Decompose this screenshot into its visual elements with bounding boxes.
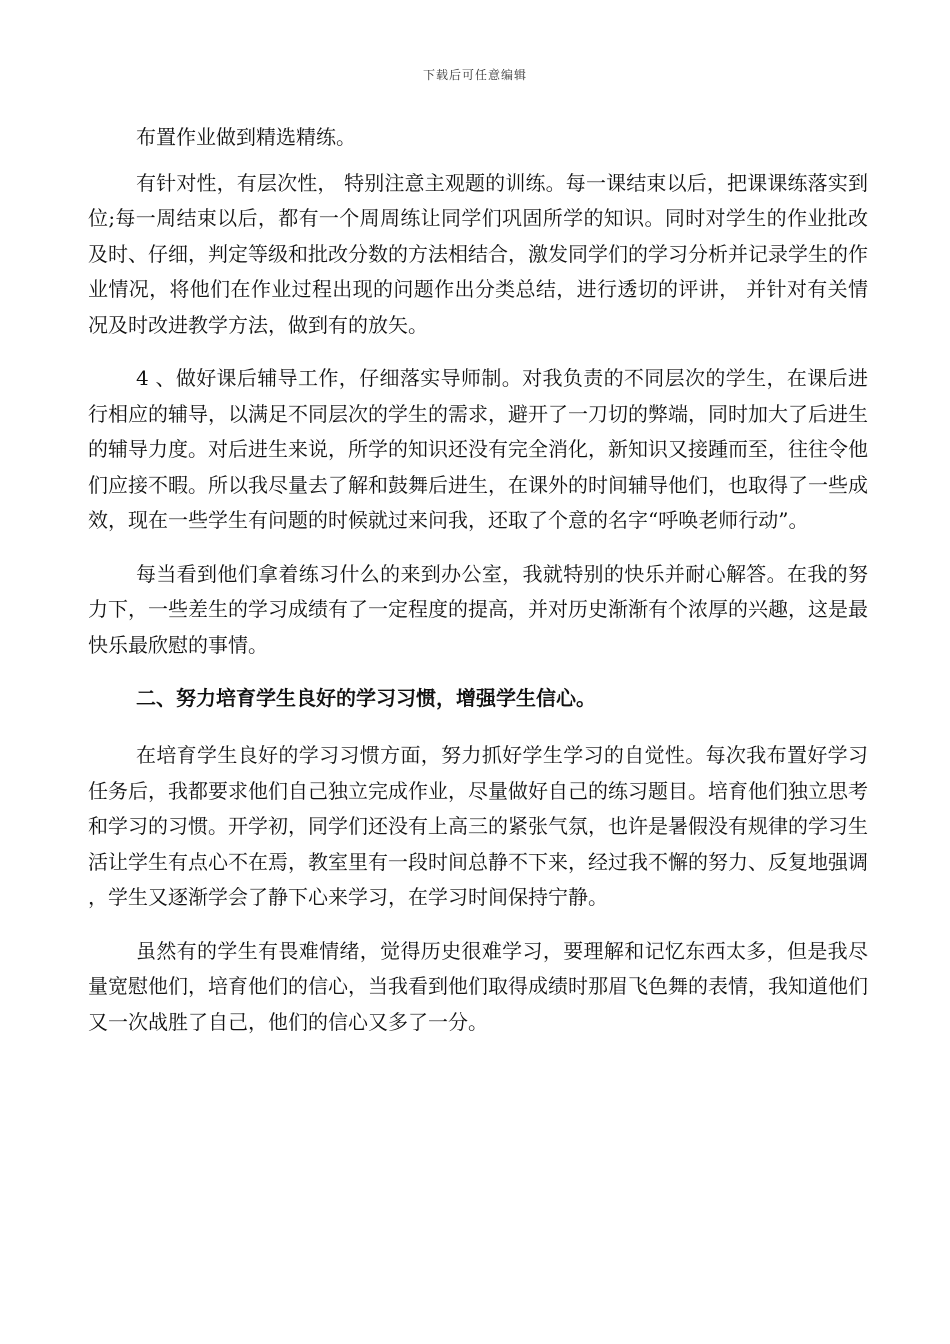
page-header: 下载后可任意编辑 — [422, 68, 527, 82]
paragraph-practice: 有针对性，有层次性， 特别注意主观题的训练。每一课结束以后，把课课练落实到位;每一周结束以后，都有一个周周练让同学们巩固所学的知识。同时对学生的作业批改及时、仔细，判定等级和批改分数的方法相结合，激发同学们的学习分析并记录学生的作业情况，将他们在作业过程出现的问题作出分类总结，进行透切的评讲， 并针对有关情况及时改进教学方法，做到有的放矢。 — [88, 170, 868, 337]
paragraph-homework: 布置作业做到精选精练。 — [136, 125, 356, 149]
document-body — [88, 120, 868, 1040]
paragraph-study-habits: 在培育学生良好的学习习惯方面，努力抓好学生学习的自觉性。每次我布置好学习任务后，我都要求他们自己独立完成作业，尽量做好自己的练习题目。培育他们独立思考和学习的习惯。开学初，同学们还没有上高三的紧张气氛，也许是暑假没有规律的学习生活让学生有点心不在焉，教室里有一段时间总静不下来，经过我不懈的努力、反复地强调 ，学生又逐渐学会了静下心来学习，在学习时间保持宁静。 — [88, 743, 868, 909]
paragraph-tutoring: 4 、做好课后辅导工作，仔细落实导师制。对我负责的不同层次的学生，在课后进行相应的辅导，以满足不同层次的学生的需求，避开了一刀切的弊端，同时加大了后进生的辅导力度。对后进生来说，所学的知识还没有完全消化，新知识又接踵而至，往往令他们应接不暇。所以我尽量去了解和鼓舞后进生，在课外的时间辅导他们，也取得了一些成效，现在一些学生有问题的时候就过来问我，还取了个意的名字“呼唤老师行动”。 — [88, 366, 868, 532]
section-heading: 二、努力培育学生良好的学习习惯，增强学生信心。 — [136, 686, 596, 710]
paragraph-office-visits: 每当看到他们拿着练习什么的来到办公室，我就特别的快乐并耐心解答。在我的努力下，一些差生的学习成绩有了一定程度的提高，并对历史渐渐有个浓厚的兴趣，这是最快乐最欣慰的事情。 — [88, 561, 868, 657]
paragraph-confidence: 虽然有的学生有畏难情绪，觉得历史很难学习，要理解和记忆东西太多，但是我尽量宽慰他们，培育他们的信心，当我看到他们取得成绩时那眉飞色舞的表情，我知道他们又一次战胜了自己，他们的信心又多了一分。 — [88, 938, 868, 1034]
